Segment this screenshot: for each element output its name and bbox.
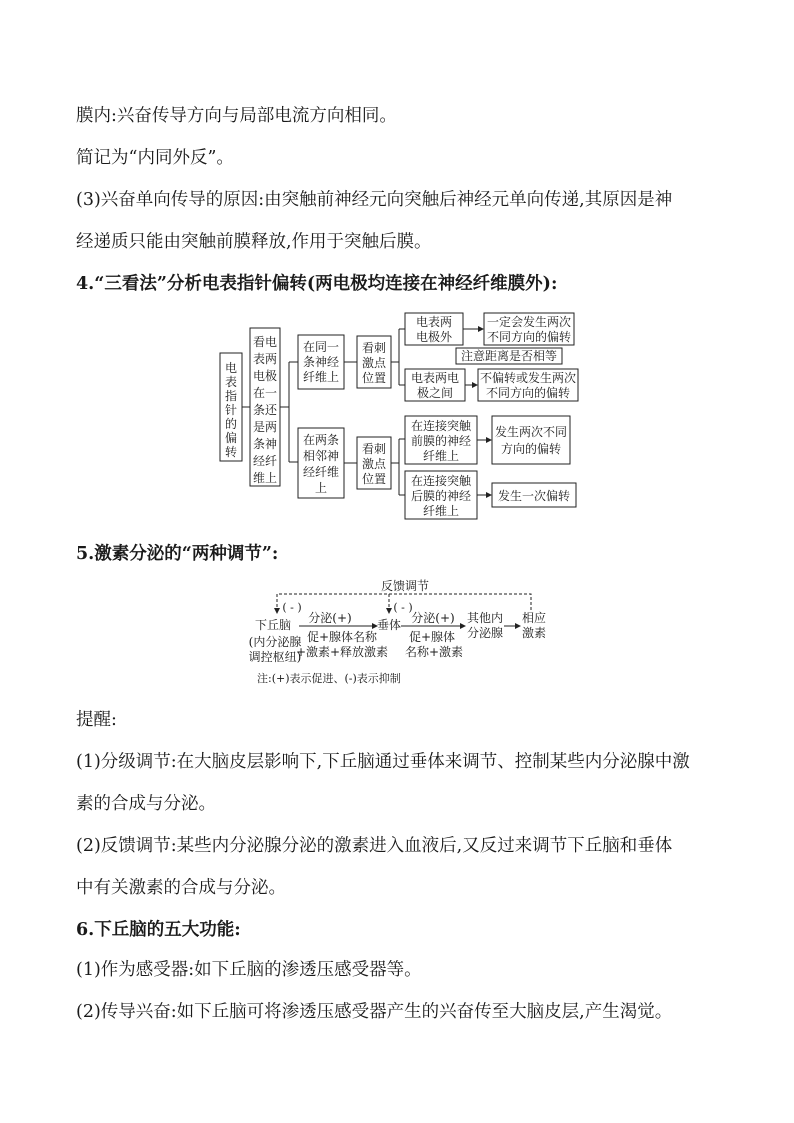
- same-fiber-line: 纤维上: [302, 370, 340, 384]
- result-none-or-twice-line: 不偏转或发生两次: [479, 371, 577, 385]
- promote1-line: +激素+释放激素: [295, 645, 389, 659]
- section-heading-5: 5.激素分泌的“两种调节”:: [76, 544, 279, 564]
- hypothalamus-note: 调控枢纽): [248, 650, 302, 664]
- connector: [391, 329, 405, 385]
- look2-line: 位置: [361, 371, 387, 385]
- promote1-line: 促+腺体名称: [306, 630, 378, 644]
- result-two-diff-line: 发生两次不同: [494, 425, 568, 439]
- result-two-diff-line: 方向的偏转: [500, 442, 562, 456]
- other-gland-line: 分泌腺: [466, 626, 504, 640]
- arrow-head: [486, 492, 492, 498]
- hypothalamus-label: 下丘脑: [254, 618, 292, 632]
- text-line: (2)反馈调节:某些内分泌腺分泌的激素进入血液后,又反过来调节下丘脑和垂体: [76, 836, 673, 856]
- text-line: (3)兴奋单向传导的原因:由突触前神经元向突触后神经元单向传递,其原因是神: [76, 190, 673, 210]
- result-twice-line: 不同方向的偏转: [486, 330, 572, 344]
- connector: [391, 439, 405, 495]
- arrow-head: [274, 608, 280, 614]
- look1-line: 是两: [252, 420, 278, 434]
- look1-line: 经纤: [252, 454, 278, 468]
- text-line: 中有关激素的合成与分泌。: [76, 878, 286, 898]
- text-line: (2)传导兴奋:如下丘脑可将渗透压感受器产生的兴奋传至大脑皮层,产生渴觉。: [76, 1002, 673, 1022]
- minus-sign: ( - ): [282, 601, 302, 614]
- arrow-head: [478, 326, 484, 332]
- hormone-line: 激素: [521, 626, 547, 640]
- post-membrane-line: 后膜的神经: [410, 489, 472, 503]
- section-heading-6: 6.下丘脑的五大功能:: [76, 920, 241, 940]
- look1-line: 条神: [252, 437, 278, 451]
- text-line: (1)分级调节:在大脑皮层影响下,下丘脑通过垂体来调节、控制某些内分泌腺中激: [76, 752, 690, 772]
- diagram-note: 注:(+)表示促进、(-)表示抑制: [257, 672, 401, 685]
- look1-line: 表两: [252, 352, 278, 366]
- result-once: 发生一次偏转: [497, 489, 571, 503]
- arrow-head: [472, 382, 478, 388]
- look1-line: 看电: [252, 335, 278, 349]
- post-membrane-line: 纤维上: [422, 504, 460, 518]
- pre-membrane-line: 在连接突触: [410, 419, 472, 433]
- electrode-out-line: 电表两: [415, 315, 453, 329]
- post-membrane-line: 在连接突触: [410, 474, 472, 488]
- root-char: 表: [224, 375, 238, 389]
- root-char: 的: [224, 417, 238, 431]
- two-fibers-line: 上: [314, 481, 328, 495]
- root-char: 针: [224, 403, 238, 417]
- root-char: 电: [224, 361, 238, 375]
- root-char: 偏: [224, 431, 238, 445]
- two-fibers-line: 经纤维: [302, 465, 340, 479]
- text-line: (1)作为感受器:如下丘脑的渗透压感受器等。: [76, 960, 422, 980]
- root-char: 指: [224, 389, 238, 403]
- look1-line: 在一: [252, 386, 278, 400]
- two-fibers-line: 相邻神: [302, 449, 340, 463]
- result-none-or-twice-line: 不同方向的偏转: [485, 386, 571, 400]
- electrode-between-line: 极之间: [416, 386, 454, 400]
- text-line: 提醒:: [76, 710, 117, 730]
- secrete-label: 分泌(+): [411, 611, 455, 625]
- pre-membrane-line: 纤维上: [422, 449, 460, 463]
- arrow-head: [386, 608, 392, 614]
- look1-line: 电极: [252, 369, 278, 383]
- arrow-head: [486, 437, 492, 443]
- electrode-out-line: 电极外: [415, 330, 453, 344]
- look1-line: 条还: [252, 403, 278, 417]
- promote2-line: 名称+激素: [404, 645, 464, 659]
- same-fiber-line: 条神经: [302, 355, 340, 369]
- other-gland-line: 其他内: [466, 611, 504, 625]
- minus-sign: ( - ): [393, 601, 413, 614]
- feedback-label: 反馈调节: [380, 579, 430, 593]
- text-line: 膜内:兴奋传导方向与局部电流方向相同。: [76, 106, 397, 126]
- look2-line: 激点: [361, 356, 387, 370]
- secrete-label: 分泌(+): [308, 611, 352, 625]
- promote2-line: 促+腺体: [408, 630, 456, 644]
- note-distance: 注意距离是否相等: [460, 349, 558, 363]
- result-twice-line: 一定会发生两次: [486, 315, 572, 329]
- same-fiber-line: 在同一: [302, 340, 340, 354]
- pre-membrane-line: 前膜的神经: [410, 434, 472, 448]
- electrode-between-line: 电表两电: [410, 371, 460, 385]
- look1-line: 维上: [252, 471, 278, 485]
- result-two-diff-box: [492, 416, 570, 464]
- connector: [280, 362, 298, 462]
- pituitary-label: 垂体: [376, 618, 402, 632]
- hormone-diagram: [249, 578, 546, 685]
- hormone-line: 相应: [521, 611, 547, 625]
- text-line: 简记为“内同外反”。: [76, 148, 234, 168]
- look2-line: 位置: [361, 472, 387, 486]
- connector: [344, 362, 357, 463]
- text-line: 素的合成与分泌。: [76, 794, 216, 814]
- section-heading-4: 4.“三看法”分析电表指针偏转(两电极均连接在神经纤维膜外):: [76, 274, 558, 294]
- look2-line: 看刺: [361, 341, 387, 355]
- arrow-head: [460, 623, 466, 629]
- two-fibers-line: 在两条: [302, 433, 340, 447]
- text-line: 经递质只能由突触前膜释放,作用于突触后膜。: [76, 232, 432, 252]
- hypothalamus-note: (内分泌腺: [248, 635, 302, 649]
- arrow-head: [515, 623, 521, 629]
- root-char: 转: [224, 445, 238, 459]
- look2-line: 看刺: [361, 442, 387, 456]
- look2-line: 激点: [361, 457, 387, 471]
